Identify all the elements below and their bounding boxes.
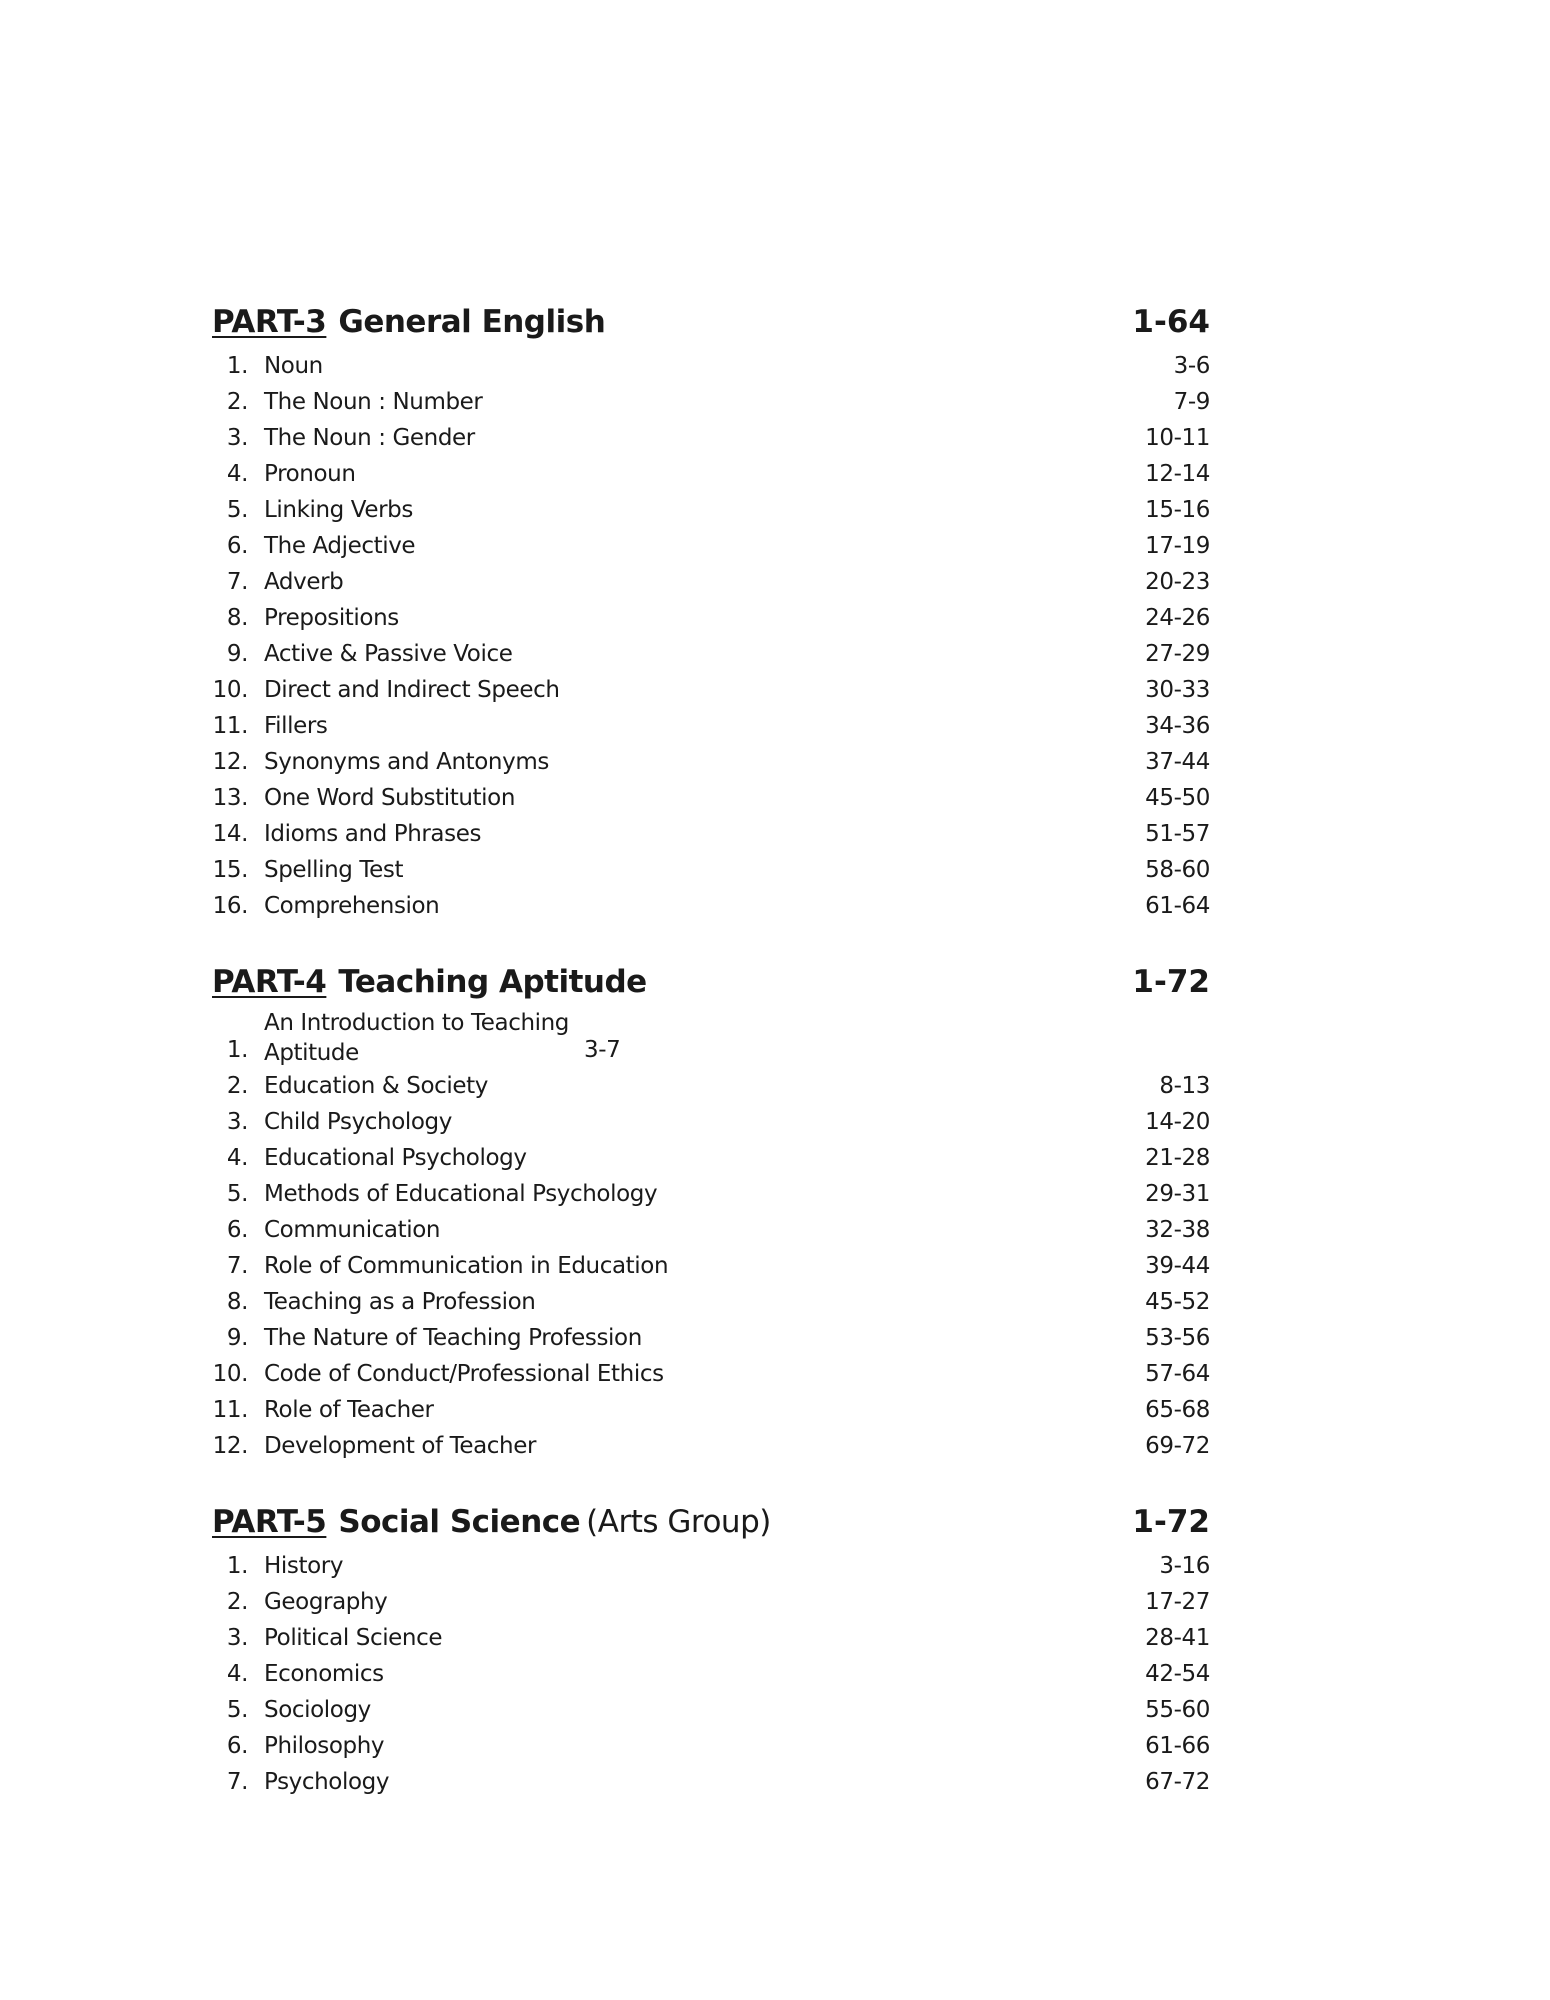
entry-number: 15.: [212, 857, 248, 883]
entry-title: Role of Teacher: [264, 1397, 434, 1423]
toc-entry: [212, 564, 1210, 600]
entry-title: Economics: [264, 1661, 384, 1687]
toc-entry: [212, 744, 1210, 780]
entry-number: 4.: [226, 1661, 248, 1687]
part-label: PART-3: [212, 304, 327, 340]
part-header: [212, 304, 1210, 348]
toc-entry: [212, 1104, 1210, 1140]
toc-entry: [212, 888, 1210, 924]
toc-entry: [212, 708, 1210, 744]
toc-entry: [212, 852, 1210, 888]
entry-number: 1.: [226, 1553, 248, 1579]
chapter-list: [212, 348, 1210, 924]
entry-number: 1.: [226, 1037, 248, 1063]
entry-title: Code of Conduct/Professional Ethics: [264, 1361, 664, 1387]
entry-pages: 12-14: [1145, 461, 1210, 487]
entry-pages: 3-16: [1159, 1553, 1210, 1579]
entry-number: 3.: [226, 425, 248, 451]
entry-title: Educational Psychology: [264, 1145, 527, 1171]
toc-entry: [212, 1320, 1210, 1356]
entry-pages: 69-72: [1145, 1433, 1210, 1459]
toc-entry: [212, 780, 1210, 816]
toc-entry: [212, 1008, 1210, 1068]
entry-title: Pronoun: [264, 461, 356, 487]
part-title: [212, 964, 647, 1000]
entry-number: 3.: [226, 1109, 248, 1135]
entry-number: 5.: [226, 1697, 248, 1723]
entry-title: Synonyms and Antonyms: [264, 749, 549, 775]
entry-number: 2.: [226, 389, 248, 415]
toc-entry: [212, 528, 1210, 564]
entry-pages: 34-36: [1145, 713, 1210, 739]
entry-title: Psychology: [264, 1769, 390, 1795]
entry-title: Methods of Educational Psychology: [264, 1181, 658, 1207]
toc-entry: [212, 420, 1210, 456]
toc-entry: [212, 1068, 1210, 1104]
entry-number: 12.: [212, 1433, 248, 1459]
entry-pages: 61-64: [1145, 893, 1210, 919]
entry-pages: 29-31: [1145, 1181, 1210, 1207]
entry-number: 2.: [226, 1073, 248, 1099]
entry-number: 6.: [226, 1217, 248, 1243]
part-header: [212, 964, 1210, 1008]
entry-title: Comprehension: [264, 893, 440, 919]
entry-pages: 21-28: [1145, 1145, 1210, 1171]
entry-number: 6.: [226, 533, 248, 559]
entry-pages: 65-68: [1145, 1397, 1210, 1423]
entry-number: 4.: [226, 461, 248, 487]
entry-pages: 15-16: [1145, 497, 1210, 523]
entry-pages: 14-20: [1145, 1109, 1210, 1135]
entry-title: Child Psychology: [264, 1109, 452, 1135]
entry-pages: 10-11: [1145, 425, 1210, 451]
entry-title: The Noun : Number: [264, 389, 483, 415]
toc-entry: [212, 1140, 1210, 1176]
entry-pages: 37-44: [1145, 749, 1210, 775]
entry-number: 1.: [226, 353, 248, 379]
part-5-section: [212, 1504, 1210, 1800]
toc-entry: [212, 1356, 1210, 1392]
entry-title: One Word Substitution: [264, 785, 515, 811]
toc-entry: [212, 600, 1210, 636]
toc-entry: [212, 1764, 1210, 1800]
entry-title: Linking Verbs: [264, 497, 413, 523]
entry-title: An Introduction to Teaching Aptitude: [264, 1010, 569, 1066]
entry-pages: 53-56: [1145, 1325, 1210, 1351]
entry-number: 10.: [212, 677, 248, 703]
entry-title: Noun: [264, 353, 323, 379]
toc-entry: [212, 384, 1210, 420]
part-page-range: 1-72: [1132, 1504, 1210, 1540]
entry-title: Development of Teacher: [264, 1433, 537, 1459]
entry-number: 5.: [226, 497, 248, 523]
entry-title: The Noun : Gender: [264, 425, 475, 451]
toc-entry: [212, 816, 1210, 852]
entry-number: 9.: [226, 641, 248, 667]
entry-title: Idioms and Phrases: [264, 821, 482, 847]
entry-pages: 39-44: [1145, 1253, 1210, 1279]
part-header: [212, 1504, 1210, 1548]
entry-title: Geography: [264, 1589, 388, 1615]
entry-pages: 45-50: [1145, 785, 1210, 811]
toc-entry: [212, 348, 1210, 384]
toc-entry: [212, 1428, 1210, 1464]
toc-entry: [212, 456, 1210, 492]
part-name: Teaching Aptitude: [338, 964, 647, 1000]
entry-title: Fillers: [264, 713, 328, 739]
toc-entry: [212, 1176, 1210, 1212]
entry-pages: 17-27: [1145, 1589, 1210, 1615]
entry-number: 11.: [212, 1397, 248, 1423]
toc-entry: [212, 492, 1210, 528]
entry-number: 8.: [226, 1289, 248, 1315]
entry-title: Active & Passive Voice: [264, 641, 513, 667]
toc-entry: [212, 1284, 1210, 1320]
toc-entry: [212, 636, 1210, 672]
entry-number: 7.: [226, 569, 248, 595]
toc-entry: [212, 1248, 1210, 1284]
entry-title: Adverb: [264, 569, 344, 595]
entry-number: 13.: [212, 785, 248, 811]
entry-pages: 7-9: [1173, 389, 1210, 415]
part-title: [212, 304, 605, 340]
entry-pages: 17-19: [1145, 533, 1210, 559]
entry-title: The Adjective: [264, 533, 416, 559]
part-3-section: [212, 304, 1210, 924]
part-page-range: 1-72: [1132, 964, 1210, 1000]
entry-pages: 32-38: [1145, 1217, 1210, 1243]
toc-entry: [212, 1548, 1210, 1584]
entry-pages: 24-26: [1145, 605, 1210, 631]
entry-title: Spelling Test: [264, 857, 404, 883]
entry-number: 12.: [212, 749, 248, 775]
part-title: [212, 1504, 771, 1540]
entry-number: 3.: [226, 1625, 248, 1651]
entry-number: 9.: [226, 1325, 248, 1351]
entry-pages: 58-60: [1145, 857, 1210, 883]
entry-pages: 3-7: [584, 1037, 621, 1063]
part-name: Social Science: [338, 1504, 581, 1540]
entry-pages: 27-29: [1145, 641, 1210, 667]
entry-title: Teaching as a Profession: [264, 1289, 536, 1315]
entry-number: 7.: [226, 1253, 248, 1279]
entry-pages: 42-54: [1145, 1661, 1210, 1687]
part-suffix: (Arts Group): [586, 1504, 771, 1540]
entry-pages: 55-60: [1145, 1697, 1210, 1723]
entry-number: 11.: [212, 713, 248, 739]
toc-entry: [212, 672, 1210, 708]
chapter-list: [212, 1008, 1210, 1464]
entry-pages: 30-33: [1145, 677, 1210, 703]
entry-pages: 67-72: [1145, 1769, 1210, 1795]
entry-number: 14.: [212, 821, 248, 847]
part-label: PART-4: [212, 964, 327, 1000]
toc-entry: [212, 1620, 1210, 1656]
entry-number: 16.: [212, 893, 248, 919]
entry-title: Political Science: [264, 1625, 443, 1651]
entry-pages: 8-13: [1159, 1073, 1210, 1099]
entry-title: Communication: [264, 1217, 441, 1243]
entry-pages: 57-64: [1145, 1361, 1210, 1387]
entry-pages: 3-6: [1173, 353, 1210, 379]
entry-title: Sociology: [264, 1697, 371, 1723]
table-of-contents: [212, 304, 1210, 1840]
entry-title: Education & Society: [264, 1073, 488, 1099]
entry-title: Philosophy: [264, 1733, 385, 1759]
toc-entry: [212, 1392, 1210, 1428]
entry-number: 6.: [226, 1733, 248, 1759]
entry-title: Prepositions: [264, 605, 399, 631]
part-name: General English: [338, 304, 606, 340]
entry-pages: 51-57: [1145, 821, 1210, 847]
part-4-section: [212, 964, 1210, 1464]
entry-pages: 20-23: [1145, 569, 1210, 595]
entry-title: The Nature of Teaching Profession: [264, 1325, 642, 1351]
toc-entry: [212, 1212, 1210, 1248]
entry-title: Role of Communication in Education: [264, 1253, 669, 1279]
entry-pages: 61-66: [1145, 1733, 1210, 1759]
entry-pages: 28-41: [1145, 1625, 1210, 1651]
entry-number: 8.: [226, 605, 248, 631]
toc-entry: [212, 1584, 1210, 1620]
part-label: PART-5: [212, 1504, 327, 1540]
toc-entry: [212, 1728, 1210, 1764]
toc-entry: [212, 1692, 1210, 1728]
entry-number: 2.: [226, 1589, 248, 1615]
part-page-range: 1-64: [1132, 304, 1210, 340]
entry-pages: 45-52: [1145, 1289, 1210, 1315]
entry-title: History: [264, 1553, 344, 1579]
entry-number: 10.: [212, 1361, 248, 1387]
entry-title: Direct and Indirect Speech: [264, 677, 560, 703]
chapter-list: [212, 1548, 1210, 1800]
toc-entry: [212, 1656, 1210, 1692]
entry-number: 4.: [226, 1145, 248, 1171]
entry-number: 5.: [226, 1181, 248, 1207]
entry-number: 7.: [226, 1769, 248, 1795]
